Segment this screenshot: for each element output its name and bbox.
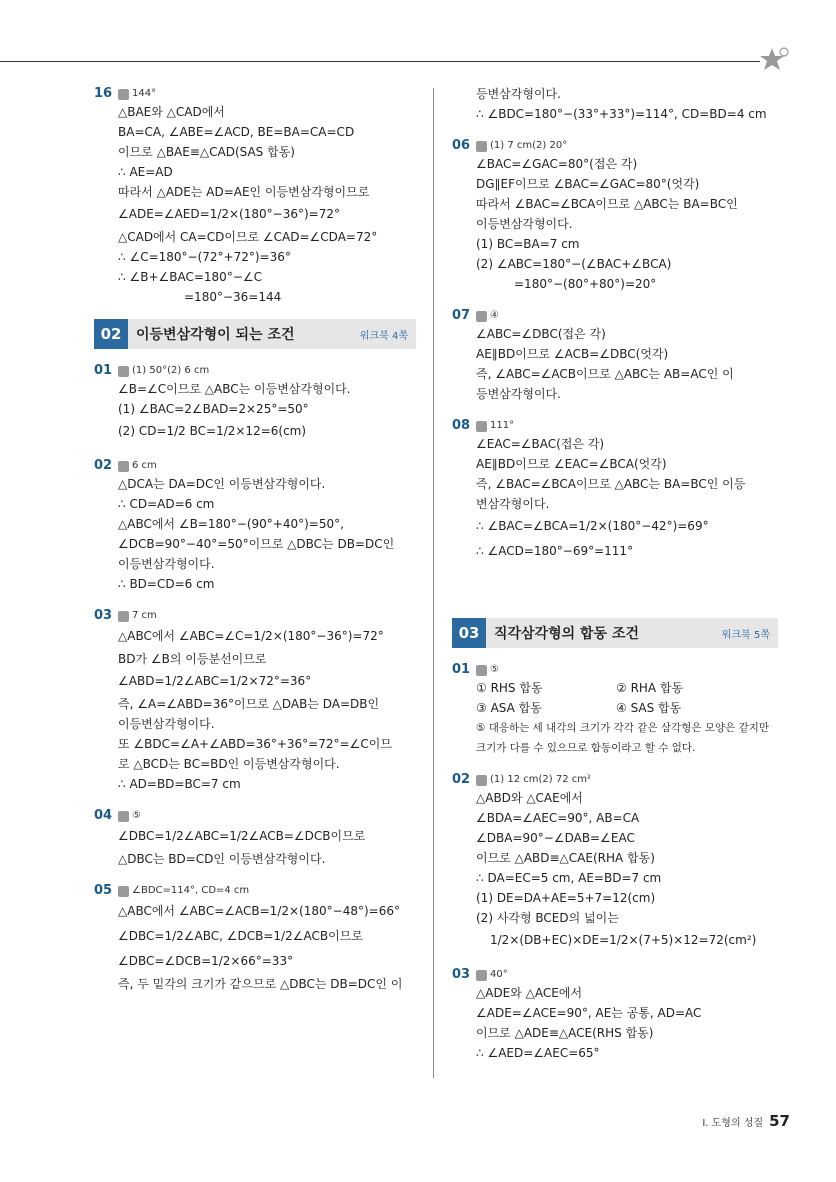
solution-line: 로 △BCD는 BC=BD인 이등변삼각형이다. (118, 757, 340, 771)
solution-line: (1) BC=BA=7 cm (476, 237, 580, 251)
solution-line: =180°−36=144 (184, 290, 282, 304)
answer-icon (118, 366, 129, 377)
answer-icon (476, 311, 487, 322)
problem-16 (94, 84, 416, 307)
problem-06 (452, 136, 778, 294)
solution-line: AE∥BD이므로 ∠ACB=∠DBC(엇각) (476, 347, 669, 361)
option: ③ ASA 합동 (476, 701, 542, 715)
problem-header (452, 660, 778, 678)
solution-line: 이등변삼각형이다. (118, 717, 215, 731)
solution-line: △ABC에서 ∠B=180°−(90°+40°)=50°, (118, 517, 344, 531)
solution-line: 이등변삼각형이다. (476, 217, 573, 231)
problem-number: 06 (452, 137, 471, 153)
problem-number: 16 (94, 85, 113, 101)
solution-line: ∴ AD=BD=BC=7 cm (118, 777, 241, 791)
problem-number: 08 (452, 417, 471, 433)
answer-text: 111° (490, 419, 515, 431)
answer-text: (1) 50° (132, 364, 168, 376)
solution-note: ⑤ 대응하는 세 내각의 크기가 각각 같은 삼각형은 모양은 같지만 크기가 다를 수 있으므로 합동이라고 할 수 없다. (476, 722, 770, 754)
problem-header (94, 456, 416, 474)
solution-line: 이등변삼각형이다. (118, 557, 215, 571)
solution-line: 즉, ∠A=∠ABD=36°이므로 △DAB는 DA=DB인 (118, 697, 380, 711)
problem-number: 01 (452, 661, 471, 677)
solution-line: ∠ABD=1/2∠ABC=1/2×72°=36° (118, 674, 312, 688)
problem-header (94, 84, 416, 102)
solution-line: DG∥EF이므로 ∠BAC=∠GAC=80°(엇각) (476, 177, 700, 191)
solution-line: 이므로 △ADE≡△ACE(RHS 합동) (476, 1026, 654, 1040)
problem-header (94, 606, 416, 624)
problem-number: 02 (452, 771, 471, 787)
problem-header (94, 881, 416, 899)
option: ① RHS 합동 (476, 681, 543, 695)
solution-line: 이므로 △ABD≡△CAE(RHA 합동) (476, 851, 655, 865)
answer-icon (118, 89, 129, 100)
solution-line: (2) CD=1/2 BC=1/2×12=6(cm) (118, 424, 307, 438)
option-row (452, 698, 778, 718)
solution-line: BA=CA, ∠ABE=∠ACD, BE=BA=CA=CD (118, 125, 355, 139)
section-number: 02 (94, 319, 128, 349)
answer-text: 7 cm (132, 609, 157, 621)
answer-icon (476, 970, 487, 981)
top-rule (0, 61, 760, 62)
problem-r03 (452, 965, 778, 1063)
column-divider (433, 88, 434, 1078)
problem-header (94, 361, 416, 379)
solution-line: ∴ ∠BAC=∠BCA=1/2×(180°−42°)=69° (476, 519, 709, 533)
problem-02 (94, 456, 416, 594)
option-row (452, 678, 778, 698)
solution-line: △DCA는 DA=DC인 이등변삼각형이다. (118, 477, 326, 491)
solution-line: =180°−(80°+80°)=20° (514, 277, 657, 291)
solution-line: △BAE와 △CAD에서 (118, 105, 225, 119)
problem-r01 (452, 660, 778, 758)
solution-line: ∠ABC=∠DBC(접은 각) (476, 327, 606, 341)
solution-line: △ABD와 △CAE에서 (476, 791, 583, 805)
solution-line: ∴ AE=AD (118, 165, 173, 179)
problem-number: 03 (452, 966, 471, 982)
workbook-reference: 워크북 5쪽 (721, 629, 770, 641)
solution-line: ∠B=∠C이므로 △ABC는 이등변삼각형이다. (118, 382, 351, 396)
answer-text: ⑤ (132, 809, 141, 821)
problem-05-continued (452, 84, 778, 124)
solution-line: 즉, 두 밑각의 크기가 같으므로 △DBC는 DB=DC인 이 (118, 977, 403, 991)
answer-text: (1) 12 cm (490, 773, 539, 785)
page-footer (702, 1112, 790, 1130)
solution-line: ∴ ∠ACD=180°−69°=111° (476, 544, 634, 558)
problem-number: 03 (94, 607, 113, 623)
problem-04 (94, 806, 416, 869)
solution-line: ∴ ∠AED=∠AEC=65° (476, 1046, 600, 1060)
problem-header (452, 136, 778, 154)
solution-line: ∴ DA=EC=5 cm, AE=BD=7 cm (476, 871, 662, 885)
spacer (452, 576, 778, 612)
solution-line: ∴ ∠C=180°−(72°+72°)=36° (118, 250, 291, 264)
answer-text: ④ (490, 309, 499, 321)
star-icon (758, 44, 790, 76)
solution-line: 즉, ∠BAC=∠BCA이므로 △ABC는 BA=BC인 이등 (476, 477, 746, 491)
solution-line: ∠EAC=∠BAC(접은 각) (476, 437, 605, 451)
answer-text: (2) 72 cm² (538, 773, 591, 785)
problem-number: 04 (94, 807, 113, 823)
solution-line: (2) 사각형 BCED의 넓이는 (476, 911, 619, 925)
solution-line: ∴ BD=CD=6 cm (118, 577, 215, 591)
solution-line: △DBC는 BD=CD인 이등변삼각형이다. (118, 852, 326, 866)
problem-header (452, 770, 778, 788)
solution-line: ∴ CD=AD=6 cm (118, 497, 215, 511)
answer-text: 144° (132, 87, 157, 99)
section-title: 직각삼각형의 합동 조건 (494, 626, 639, 642)
solution-line: ∴ ∠BDC=180°−(33°+33°)=114°, CD=BD=4 cm (476, 107, 767, 121)
problem-header (452, 306, 778, 324)
solution-line: 변삼각형이다. (476, 497, 550, 511)
solution-line: (1) DE=DA+AE=5+7=12(cm) (476, 891, 656, 905)
solution-line: 이므로 △BAE≡△CAD(SAS 합동) (118, 145, 295, 159)
problem-number: 01 (94, 362, 113, 378)
answer-icon (118, 461, 129, 472)
solution-line: ∠DCB=90°−40°=50°이므로 △DBC는 DB=DC인 (118, 537, 395, 551)
option: ④ SAS 합동 (616, 701, 682, 715)
answer-text: ⑤ (490, 663, 499, 675)
solution-line: △ADE와 △ACE에서 (476, 986, 583, 1000)
solution-line: △CAD에서 CA=CD이므로 ∠CAD=∠CDA=72° (118, 230, 378, 244)
solution-line: 따라서 ∠BAC=∠BCA이므로 △ABC는 BA=BC인 (476, 197, 738, 211)
solution-line: △ABC에서 ∠ABC=∠C=1/2×(180°−36°)=72° (118, 629, 384, 643)
solution-line: (2) ∠ABC=180°−(∠BAC+∠BCA) (476, 257, 672, 271)
solution-line: ∠DBC=1/2∠ABC, ∠DCB=1/2∠ACB이므로 (118, 929, 363, 943)
section-title: 이등변삼각형이 되는 조건 (136, 327, 295, 343)
problem-05 (94, 881, 416, 994)
answer-text: 6 cm (132, 459, 157, 471)
solution-line: 또 ∠BDC=∠A+∠ABD=36°+36°=72°=∠C이므 (118, 737, 392, 751)
problem-header (452, 416, 778, 434)
problem-r02 (452, 770, 778, 953)
problem-header (452, 965, 778, 983)
section-header (452, 618, 778, 648)
answer-text: 40° (490, 968, 508, 980)
left-column (94, 84, 416, 1006)
solution-line: AE∥BD이므로 ∠EAC=∠BCA(엇각) (476, 457, 667, 471)
solution-line: △ABC에서 ∠ABC=∠ACB=1/2×(180°−48°)=66° (118, 904, 400, 918)
answer-icon (118, 611, 129, 622)
solution-line: ∠DBA=90°−∠DAB=∠EAC (476, 831, 635, 845)
solution-line: 따라서 △ADE는 AD=AE인 이등변삼각형이므로 (118, 185, 370, 199)
option: ② RHA 합동 (616, 681, 684, 695)
problem-number: 05 (94, 882, 113, 898)
answer-icon (476, 141, 487, 152)
problem-07 (452, 306, 778, 404)
section-header (94, 319, 416, 349)
solution-line: ∠BDA=∠AEC=90°, AB=CA (476, 811, 640, 825)
workbook-reference: 워크북 4쪽 (359, 330, 408, 342)
answer-text: ∠BDC=114°, CD=4 cm (132, 884, 250, 896)
solution-line: (1) ∠BAC=2∠BAD=2×25°=50° (118, 402, 309, 416)
problem-number: 02 (94, 457, 113, 473)
chapter-label: I. 도형의 성질 (702, 1118, 764, 1129)
problem-03 (94, 606, 416, 794)
answer-text: (2) 20° (532, 139, 568, 151)
solution-line: BD가 ∠B의 이등분선이므로 (118, 652, 267, 666)
answer-icon (118, 886, 129, 897)
solution-line: ∠ADE=∠ACE=90°, AE는 공통, AD=AC (476, 1006, 702, 1020)
solution-line: 등변삼각형이다. (476, 387, 561, 401)
answer-icon (476, 775, 487, 786)
answer-text: (1) 7 cm (490, 139, 533, 151)
solution-line: ∴ ∠B+∠BAC=180°−∠C (118, 270, 263, 284)
problem-01 (94, 361, 416, 444)
problem-number: 07 (452, 307, 471, 323)
answer-icon (476, 421, 487, 432)
solution-line: 등변삼각형이다. (476, 87, 561, 101)
answer-text: (2) 6 cm (167, 364, 210, 376)
section-number: 03 (452, 618, 486, 648)
problem-08 (452, 416, 778, 564)
right-column (452, 84, 778, 1075)
page-number: 57 (769, 1112, 790, 1130)
answer-icon (476, 665, 487, 676)
solution-line: ∠DBC=∠DCB=1/2×66°=33° (118, 954, 294, 968)
answer-icon (118, 811, 129, 822)
solution-line: 즉, ∠ABC=∠ACB이므로 △ABC는 AB=AC인 이 (476, 367, 734, 381)
solution-line: ∠ADE=∠AED=1/2×(180°−36°)=72° (118, 207, 340, 221)
solution-line: 1/2×(DB+EC)×DE=1/2×(7+5)×12=72(cm²) (490, 933, 757, 947)
solution-line: ∠BAC=∠GAC=80°(접은 각) (476, 157, 638, 171)
problem-header (94, 806, 416, 824)
solution-line: ∠DBC=1/2∠ABC=1/2∠ACB=∠DCB이므로 (118, 829, 366, 843)
